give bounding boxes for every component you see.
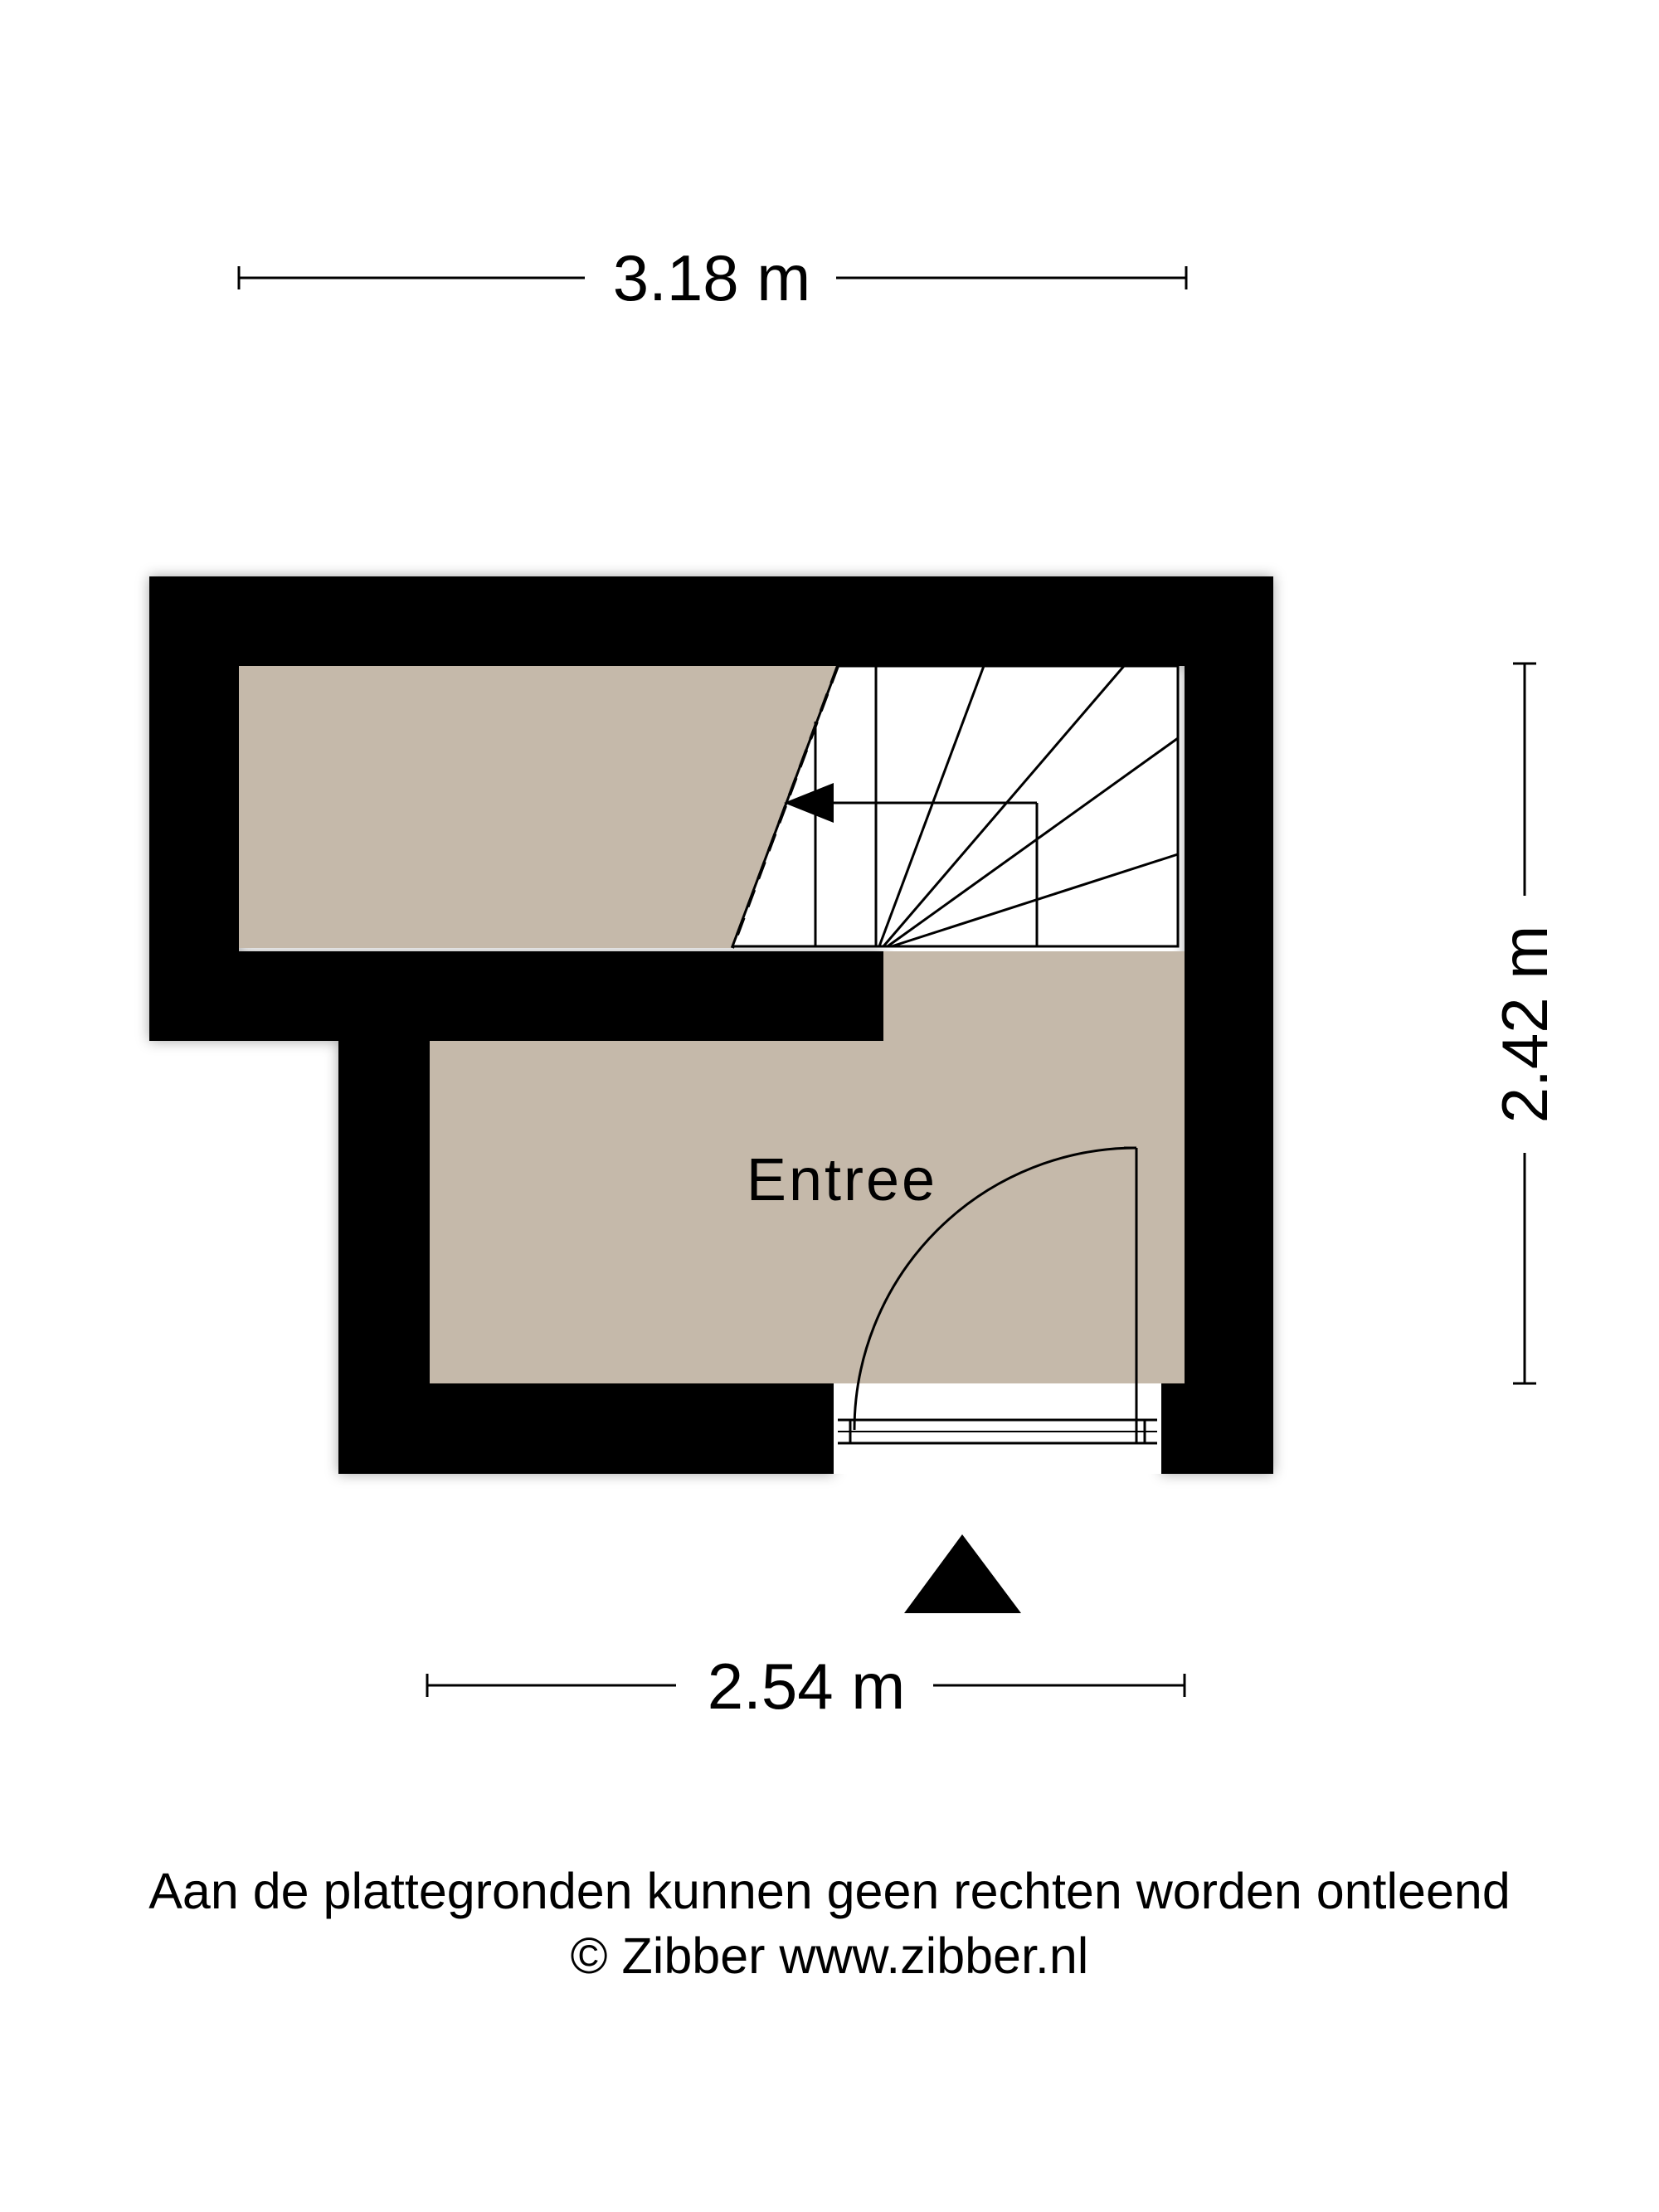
entrance-arrow-icon (904, 1534, 1021, 1613)
room-label-entree: Entree (746, 1147, 938, 1213)
dimension-bottom-label: 2.54 m (707, 1650, 906, 1723)
dimension-top-label: 3.18 m (612, 241, 811, 314)
dimension-right-label: 2.42 m (1488, 925, 1561, 1124)
copyright-text: © Zibber www.zibber.nl (570, 1928, 1089, 1984)
disclaimer-text: Aan de plattegronden kunnen geen rechten worden ontleend (148, 1863, 1511, 1919)
